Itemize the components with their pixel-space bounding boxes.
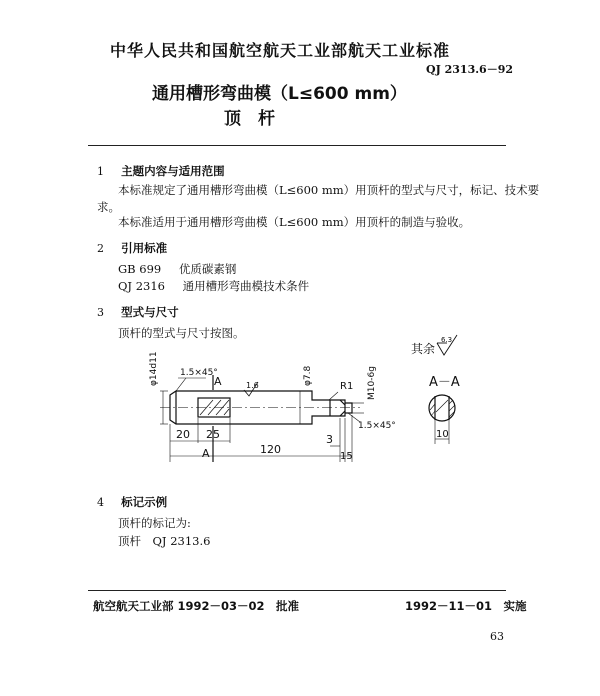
dim-dia-mid: φ7.8 — [303, 365, 313, 386]
section-3-paragraph: 顶杆的型式与尺寸按图。 — [118, 326, 245, 340]
roughness-note: 其余 — [411, 342, 436, 356]
thread-chamfer — [340, 400, 345, 405]
approval-date: 航空航天工业部 1992－03－02 批准 — [93, 599, 300, 613]
section-4-heading — [97, 491, 167, 510]
section-number: 1 — [97, 165, 104, 178]
thread-chamfer — [340, 411, 345, 416]
document-title: 通用槽形弯曲模（L≤600 mm） — [152, 84, 407, 104]
reference-name: 优质碳素钢 — [178, 262, 237, 276]
section-title: 引用标准 — [121, 241, 168, 255]
marking-example: 顶杆 QJ 2313.6 — [118, 534, 211, 548]
section-title: 主题内容与适用范围 — [121, 164, 225, 178]
section-number: 2 — [97, 242, 104, 255]
section-number: 3 — [97, 306, 104, 319]
section-title: 型式与尺寸 — [121, 305, 179, 319]
dim-dia-left: φ14d11 — [149, 351, 159, 386]
page-number: 63 — [490, 630, 504, 643]
roughness-value: 6.3 — [441, 336, 453, 344]
section-4-paragraph: 顶杆的标记为: — [118, 516, 191, 530]
dim-chamfer-right: 1.5×45° — [358, 421, 396, 431]
surface-finish: 1.6 — [246, 381, 259, 390]
dim-chamfer-left: 1.5×45° — [180, 368, 218, 378]
section-marker-a-bottom: A — [202, 447, 210, 460]
section-1-paragraph-1: 本标准规定了通用槽形弯曲模（L≤600 mm）用顶杆的型式与尺寸，标记、技术要 — [118, 183, 540, 197]
dim-thread: M10-6g — [367, 366, 377, 400]
dim-20: 20 — [176, 428, 190, 441]
section-circle — [429, 395, 455, 421]
standard-body: 中华人民共和国航空航天工业部航天工业标准 — [110, 41, 451, 60]
section-number: 4 — [97, 496, 104, 509]
section-dim: 10 — [436, 429, 449, 440]
reference-code: GB 699 — [118, 262, 162, 276]
end-step — [345, 403, 352, 413]
section-label: A－A — [429, 375, 460, 390]
dim-radius: R1 — [340, 381, 354, 392]
dim-120: 120 — [260, 443, 281, 456]
reference-name: 通用槽形弯曲模技术条件 — [182, 279, 310, 293]
section-1-paragraph-2: 本标准适用于通用槽形弯曲模（L≤600 mm）用顶杆的制造与验收。 — [118, 215, 471, 229]
document-subtitle: 顶 杆 — [224, 109, 275, 129]
dim-3: 3 — [326, 433, 333, 446]
dim-25: 25 — [206, 428, 220, 441]
section-marker-a: A — [214, 375, 222, 388]
section-hatch — [430, 400, 455, 417]
dim-15: 15 — [340, 451, 353, 462]
standard-code: QJ 2313.6－92 — [426, 63, 514, 76]
reference-code: QJ 2316 — [118, 279, 165, 293]
section-1-paragraph-1-cont: 求。 — [97, 200, 120, 214]
section-title: 标记示例 — [121, 495, 168, 509]
footer-rule — [88, 590, 506, 591]
effective-date: 1992－11－01 实施 — [405, 599, 527, 613]
